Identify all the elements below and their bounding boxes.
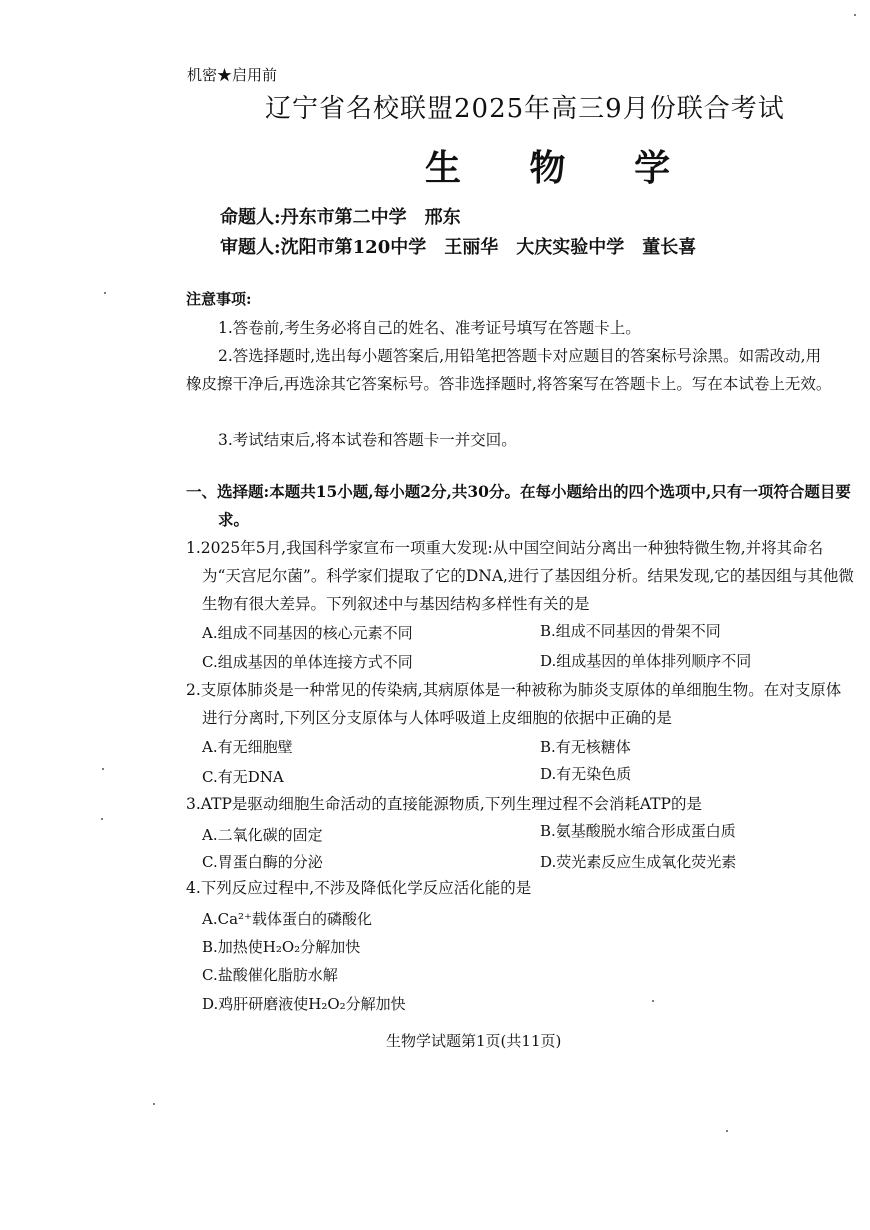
option: D.组成基因的单体排列顺序不同 bbox=[540, 652, 752, 670]
confidential-label: 机密★启用前 bbox=[187, 66, 278, 84]
option: C.组成基因的单体连接方式不同 bbox=[202, 653, 413, 671]
option: D.鸡肝研磨液使H₂O₂分解加快 bbox=[202, 995, 406, 1013]
question-reviewers: 审题人:沈阳市第120中学 王丽华 大庆实验中学 董长喜 bbox=[220, 237, 697, 258]
option: A.有无细胞壁 bbox=[202, 738, 293, 756]
question-stem: 1.2025年5月,我国科学家宣布一项重大发现:从中国空间站分离出一种独特微生物,并将其命名为“天宫尼尔菌”。科学家们提取了它的DNA,进行了基因组分析。结果发现,它的基因组与其他微生物有很大差异。下列叙述中与基因结构多样性有关的是 bbox=[186, 539, 854, 613]
scan-speck bbox=[726, 1130, 728, 1132]
option: A.Ca²⁺载体蛋白的磷酸化 bbox=[202, 910, 372, 928]
option: A.组成不同基因的核心元素不同 bbox=[202, 624, 413, 642]
option: D.荧光素反应生成氧化荧光素 bbox=[540, 853, 737, 871]
option: B.有无核糖体 bbox=[540, 738, 631, 756]
notice-item: 2.答选择题时,选出每小题答案后,用铅笔把答题卡对应题目的答案标号涂黑。如需改动,用橡皮擦干净后,再选涂其它答案标号。答非选择题时,将答案写在答题卡上。写在本试卷上无效。 bbox=[186, 347, 832, 393]
question-stem: 3.ATP是驱动细胞生命活动的直接能源物质,下列生理过程不会消耗ATP的是 bbox=[186, 795, 702, 813]
option: C.有无DNA bbox=[202, 768, 284, 786]
question-stem: 4.下列反应过程中,不涉及降低化学反应活化能的是 bbox=[186, 879, 532, 897]
option: A.二氧化碳的固定 bbox=[202, 826, 323, 844]
notice-heading: 注意事项: bbox=[186, 290, 252, 308]
option: B.加热使H₂O₂分解加快 bbox=[202, 938, 361, 956]
option: B.组成不同基因的骨架不同 bbox=[540, 622, 721, 640]
subject-title: 生 物 学 bbox=[425, 147, 699, 189]
page-footer: 生物学试题第1页(共11页) bbox=[386, 1032, 562, 1050]
scan-speck bbox=[153, 1103, 155, 1105]
option: C.胃蛋白酶的分泌 bbox=[202, 853, 323, 871]
question-setter: 命题人:丹东市第二中学 邢东 bbox=[220, 207, 461, 228]
option: C.盐酸催化脂肪水解 bbox=[202, 966, 338, 984]
scan-speck bbox=[854, 14, 856, 16]
question-stem: 2.支原体肺炎是一种常见的传染病,其病原体是一种被称为肺炎支原体的单细胞生物。在对支原体进行分离时,下列区分支原体与人体呼吸道上皮细胞的依据中正确的是 bbox=[186, 681, 842, 727]
option: D.有无染色质 bbox=[540, 765, 632, 783]
notice-item: 1.答卷前,考生务必将自己的姓名、准考证号填写在答题卡上。 bbox=[218, 319, 641, 337]
section-heading: 一、选择题:本题共15小题,每小题2分,共30分。在每小题给出的四个选项中,只有一项符合题目要求。 bbox=[186, 482, 851, 529]
scan-speck bbox=[101, 818, 103, 820]
scan-speck bbox=[652, 1000, 654, 1002]
notice-item: 3.考试结束后,将本试卷和答题卡一并交回。 bbox=[218, 431, 517, 449]
scan-speck bbox=[104, 292, 106, 294]
exam-title: 辽宁省名校联盟2025年高三9月份联合考试 bbox=[265, 94, 785, 124]
option: B.氨基酸脱水缩合形成蛋白质 bbox=[540, 822, 736, 840]
scan-speck bbox=[102, 768, 104, 770]
